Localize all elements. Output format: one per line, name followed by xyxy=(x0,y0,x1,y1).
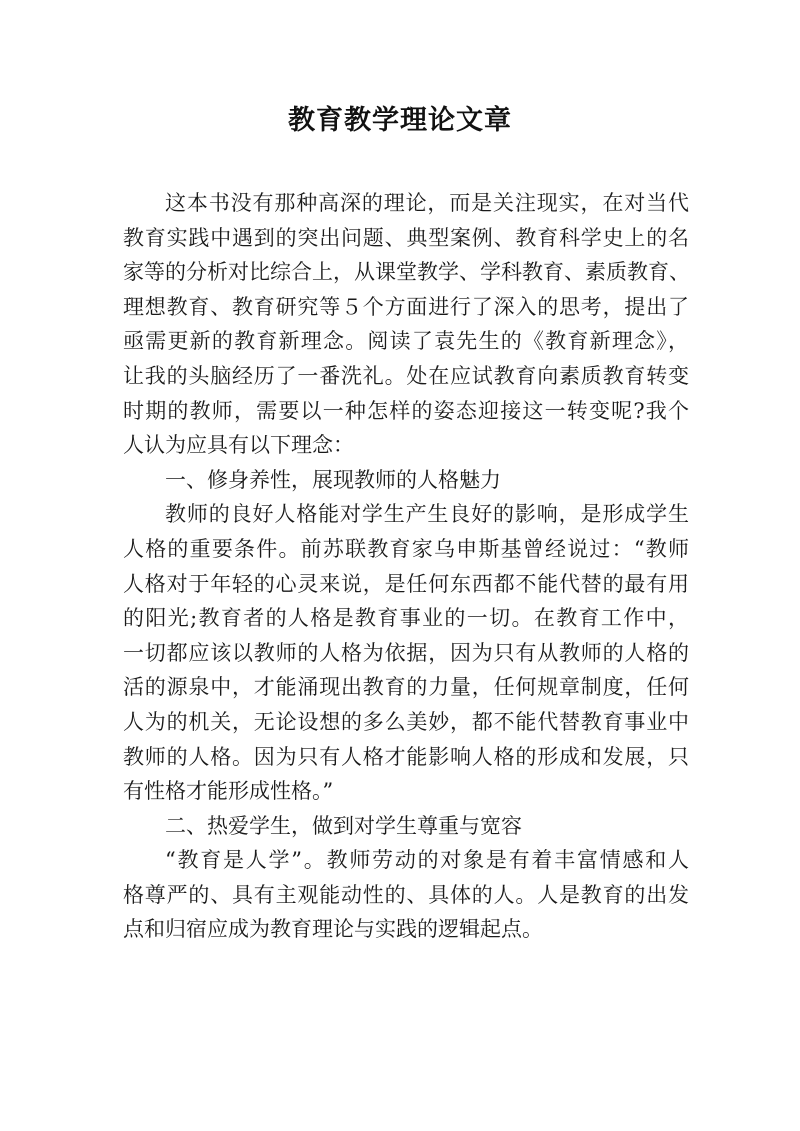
paragraph-line: 教育实践中遇到的突出问题、典型案例、教育科学史上的名 xyxy=(123,225,689,250)
paragraph-line: 时期的教师，需要以一种怎样的姿态迎接这一转变呢?我个 xyxy=(123,398,689,423)
paragraph-line: 这本书没有那种高深的理论，而是关注现实，在对当代 xyxy=(165,191,689,215)
paragraph-line: 教师的人格。因为只有人格才能影响人格的形成和发展，只 xyxy=(123,744,689,769)
paragraph-line: “教育是人学”。教师劳动的对象是有着丰富情感和人 xyxy=(165,848,689,873)
paragraph-line: 点和归宿应成为教育理论与实践的逻辑起点。 xyxy=(123,917,543,942)
document-body xyxy=(123,186,689,947)
section-heading: 二、热爱学生，做到对学生尊重与宽容 xyxy=(165,813,522,838)
paragraph-line: 让我的头脑经历了一番洗礼。处在应试教育向素质教育转变 xyxy=(123,363,689,388)
paragraph-line: 教师的良好人格能对学生产生良好的影响，是形成学生 xyxy=(165,502,689,527)
paragraph-line: 家等的分析对比综合上，从课堂教学、学科教育、素质教育、 xyxy=(123,260,690,285)
paragraph-line: 人格对于年轻的心灵来说，是任何东西都不能代替的最有用 xyxy=(123,571,689,596)
paragraph-line: 的阳光;教育者的人格是教育事业的一切。在教育工作中， xyxy=(123,606,689,631)
paragraph-line: 人认为应具有以下理念： xyxy=(123,433,354,458)
document-title: 教育教学理论文章 xyxy=(288,105,512,136)
paragraph-line: 人格的重要条件。前苏联教育家乌申斯基曾经说过：“教师 xyxy=(123,536,689,561)
paragraph-line: 亟需更新的教育新理念。阅读了袁先生的《教育新理念》， xyxy=(123,329,689,354)
paragraph-line: 格尊严的、具有主观能动性的、具体的人。人是教育的出发 xyxy=(123,882,689,907)
section-heading: 一、修身养性，展现教师的人格魅力 xyxy=(165,467,501,492)
paragraph-line: 理想教育、教育研究等５个方面进行了深入的思考，提出了 xyxy=(123,294,689,319)
paragraph-line: 有性格才能形成性格。” xyxy=(123,779,334,804)
paragraph-line: 一切都应该以教师的人格为依据，因为只有从教师的人格的 xyxy=(123,640,689,665)
paragraph-line: 人为的机关，无论设想的多么美妙，都不能代替教育事业中 xyxy=(123,709,689,734)
paragraph-line: 活的源泉中，才能涌现出教育的力量，任何规章制度，任何 xyxy=(123,675,689,700)
